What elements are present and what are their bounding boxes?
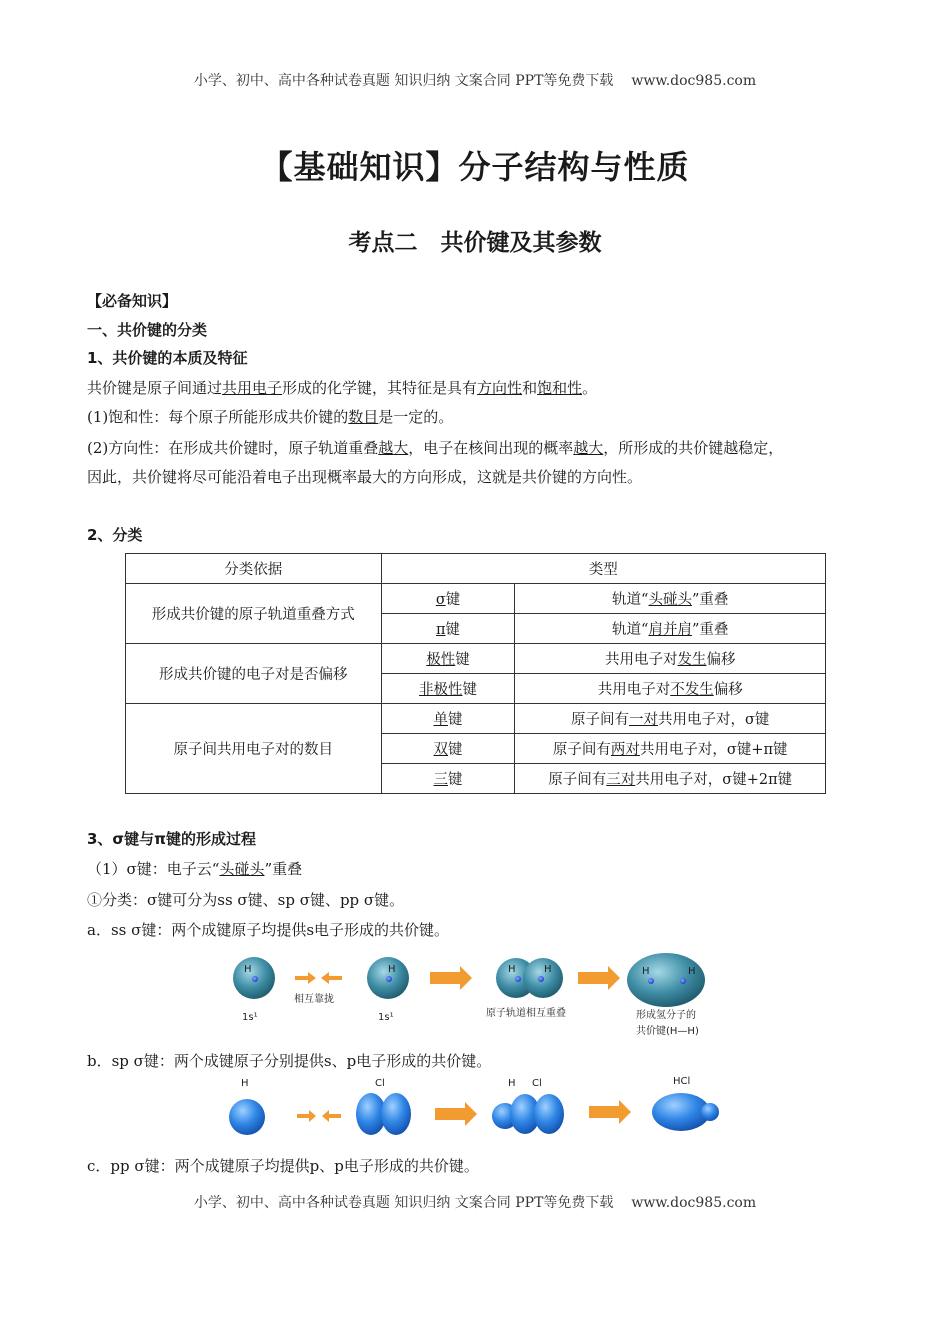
paragraph-saturation [87,406,453,427]
table-row [126,644,826,674]
page-header [0,70,950,90]
text: 键 [448,742,463,758]
page-footer [0,1192,950,1212]
text: 共用电子对，σ键+π键 [639,742,788,758]
table-cell [381,584,515,614]
blank-answer: 双 [433,742,449,758]
paragraph-ss-sigma: a．ss σ键：两个成键原子均提供s电子形成的共价键。 [87,921,450,939]
overlapping-orbitals [496,958,563,998]
page-title: 【基础知识】分子结构与性质 [260,148,690,186]
blank-answer: 极性 [426,652,456,668]
text: 偏移 [713,682,743,698]
text: 共用电子对 [597,682,671,698]
text: 键 [462,682,478,698]
blank-answer: 越大 [378,439,409,457]
table-group-label: 原子间共用电子对的数目 [126,704,382,794]
table-group-label: 形成共价键的电子对是否偏移 [126,644,382,704]
text: ，所形成的共价键越稳定， [603,439,784,457]
text: 和 [522,379,538,397]
table-cell [515,644,826,674]
table-cell [381,614,515,644]
blank-answer: 发生 [677,652,707,668]
blank-answer: 一对 [629,712,658,728]
blank-answer: 肩并肩 [648,622,692,638]
text: （1）σ键：电子云“ [87,860,220,878]
classification-table [125,553,826,794]
text: 原子间有 [548,772,607,788]
text: 键 [448,772,463,788]
result-label: 共价键(H—H) [636,1026,699,1037]
text: 键 [455,652,470,668]
table-cell [515,764,826,794]
section-heading-1: 一、共价键的分类 [87,321,208,339]
table-cell [515,704,826,734]
paragraph-pp-sigma: c．pp σ键：两个成键原子均提供p、p电子形成的共价键。 [87,1157,479,1175]
table-cell [515,734,826,764]
atom-label: H [241,1078,249,1089]
arrow-icon [578,966,620,990]
blank-answer: 三对 [606,772,636,788]
text: 共用电子对，σ键+2π键 [635,772,793,788]
text: 键 [445,622,461,638]
text: 原子间有 [552,742,611,758]
ss-sigma-figure [228,950,728,1042]
table-cell [381,674,515,704]
arrow-icon [435,1102,477,1126]
header-site: www.doc985.com [631,73,757,89]
table-row [126,554,826,584]
text: 。 [582,379,598,397]
blank-answer: 不发生 [670,682,714,698]
footer-text: 小学、初中、高中各种试卷真题 知识归纳 文案合同 PPT等免费下载 [193,1195,614,1211]
text: 键 [445,592,461,608]
h-s-orbital [229,1099,265,1135]
table-cell [381,734,515,764]
table-group-label: 形成共价键的原子轨道重叠方式 [126,584,382,644]
atom-label: H [642,966,650,977]
text: 原子间有 [571,712,629,728]
overlapping-orbitals [492,1094,564,1134]
paragraph-sp-sigma: b．sp σ键：两个成键原子分别提供s、p电子形成的共价键。 [87,1052,492,1070]
hcl-molecule-orbital [652,1093,719,1131]
text: 共用电子对，σ键 [658,712,770,728]
blank-answer: 头碰头 [648,592,692,608]
atom-label: Cl [532,1078,542,1089]
h-atom-orbital [233,957,275,999]
sp-sigma-figure [225,1074,725,1146]
atom-label: H [508,1078,516,1089]
blank-answer: 非极性 [419,682,463,698]
header-text: 小学、初中、高中各种试卷真题 知识归纳 文案合同 PPT等免费下载 [193,73,614,89]
blank-answer: π [436,622,446,638]
approach-label: 相互靠拢 [294,994,334,1005]
table-row [126,704,826,734]
blank-answer: 越大 [573,439,604,457]
cl-p-orbital [356,1093,411,1135]
paragraph-sigma-types: ①分类：σ键可分为ss σ键、sp σ键、pp σ键。 [87,891,405,909]
blank-answer: 单 [433,712,449,728]
text: ”重叠 [264,860,303,878]
table-cell [381,704,515,734]
orbital-label: 1s¹ [378,1012,394,1023]
orbital-label: 1s¹ [242,1012,258,1023]
overlap-label: 原子轨道相互重叠 [486,1008,566,1019]
blank-answer: 两对 [610,742,640,758]
molecule-label: HCl [673,1076,691,1087]
text: 轨道“ [612,622,649,638]
approach-arrows [297,1110,341,1122]
table-cell [515,674,826,704]
text: 共用电子对 [604,652,678,668]
approach-arrows [295,972,342,984]
arrow-icon [589,1100,631,1124]
blank-answer: σ [435,592,446,608]
section-tag: 【必备知识】 [87,292,178,310]
text: ”重叠 [691,592,729,608]
table-cell [381,764,515,794]
atom-label: H [388,964,396,975]
text: 键 [448,712,463,728]
atom-label: Cl [375,1078,385,1089]
arrow-icon [430,966,472,990]
text: 偏移 [706,652,736,668]
blank-answer: 数目 [348,408,379,426]
result-label: 形成氢分子的 [636,1010,696,1021]
blank-answer: 共用电子 [222,379,283,397]
subsection-heading-3: 3、σ键与π键的形成过程 [87,830,256,848]
h-atom-orbital [367,957,409,999]
blank-answer: 饱和性 [537,379,583,397]
paragraph-definition [87,377,597,398]
table-header-type: 类型 [381,554,825,584]
text: ”重叠 [691,622,729,638]
blank-answer: 头碰头 [219,860,265,878]
paragraph-direction [87,437,783,458]
blank-answer: 方向性 [477,379,523,397]
h2-molecule-orbital [627,953,705,1007]
page-subtitle: 考点二 共价键及其参数 [348,230,602,256]
subsection-heading-1: 1、共价键的本质及特征 [87,349,248,367]
text: 轨道“ [612,592,649,608]
table-cell [515,584,826,614]
text: 共价键是原子间通过 [87,379,223,397]
footer-site: www.doc985.com [631,1195,757,1211]
text: (2)方向性：在形成共价键时，原子轨道重叠 [87,439,379,457]
table-cell [381,644,515,674]
subsection-heading-2: 2、分类 [87,526,143,544]
paragraph-sigma [87,858,302,879]
paragraph-direction-cont: 因此，共价键将尽可能沿着电子出现概率最大的方向形成，这就是共价键的方向性。 [87,468,643,486]
atom-label: H [508,964,516,975]
table-row [126,584,826,614]
text: 形成的化学键，其特征是具有 [282,379,478,397]
atom-label: H [688,966,696,977]
blank-answer: 三 [433,772,449,788]
text: (1)饱和性：每个原子所能形成共价键的 [87,408,349,426]
text: ，电子在核间出现的概率 [408,439,574,457]
table-header-basis: 分类依据 [126,554,382,584]
atom-label: H [544,964,552,975]
text: 是一定的。 [378,408,454,426]
atom-label: H [244,964,252,975]
table-cell [515,614,826,644]
